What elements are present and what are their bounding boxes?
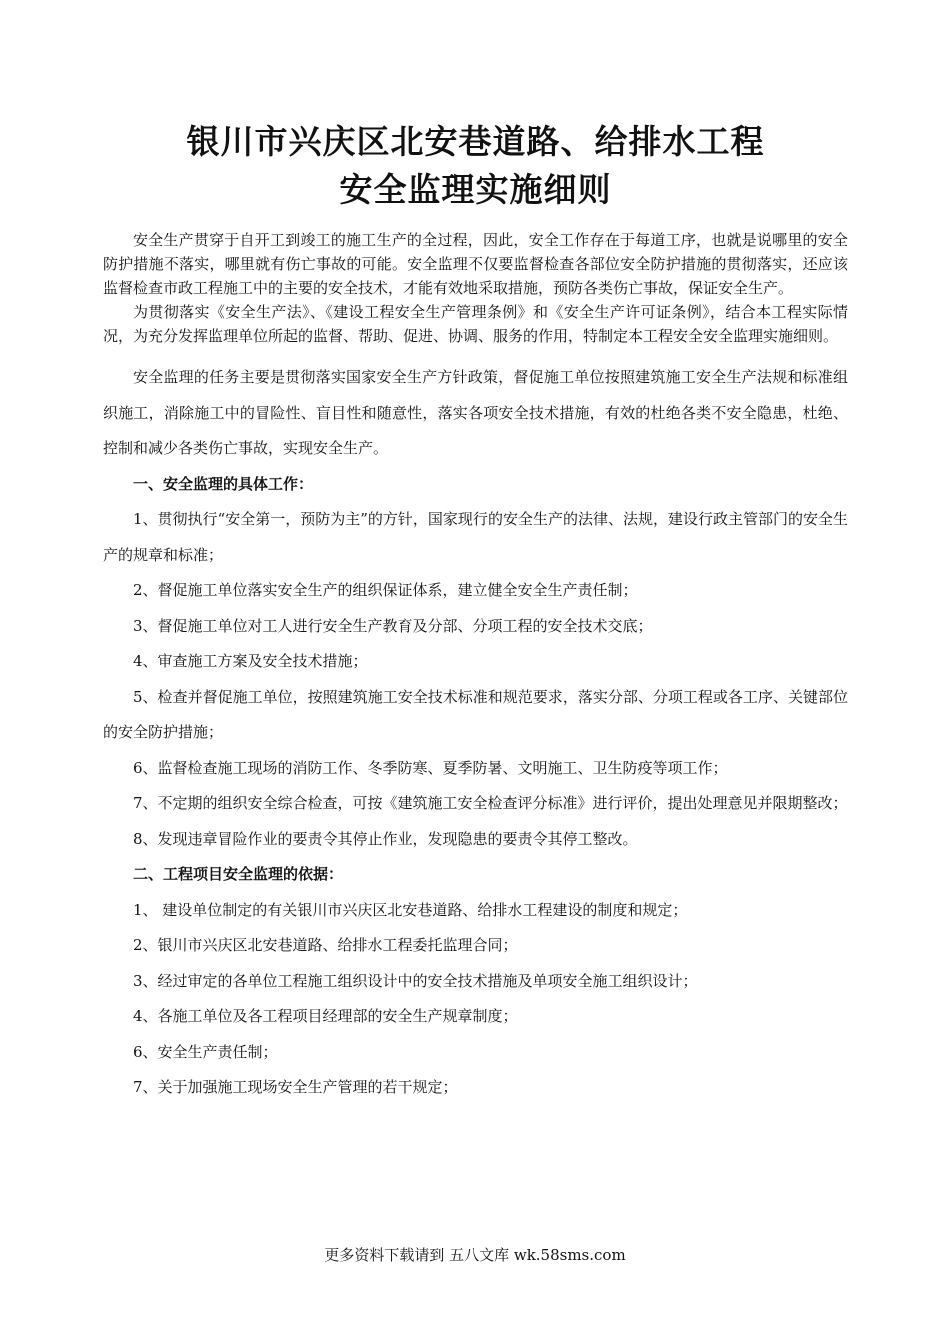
list-item: 6、监督检查施工现场的消防工作、冬季防寒、夏季防暑、文明施工、卫生防疫等项工作；	[133, 758, 728, 777]
list-item: 7、关于加强施工现场安全生产管理的若干规定；	[133, 1078, 458, 1096]
footer-download-note: 更多资料下载请到 五八文库 wk.58sms.com	[324, 1246, 626, 1264]
list-item: 4、各施工单位及各工程项目经理部的安全生产规章制度；	[133, 1007, 518, 1025]
document-title-line-2: 安全监理实施细则	[339, 170, 612, 209]
list-item: 1、 建设单位制定的有关银川市兴庆区北安巷道路、给排水工程建设的制度和规定；	[133, 900, 688, 919]
list-item: 7、不定期的组织安全综合检查，可按《建筑施工安全检查评分标准》进行评价，提出处理意见并限期整改；	[133, 794, 848, 812]
document-page	[103, 118, 848, 1106]
list-item: 4、审查施工方案及安全技术措施；	[133, 652, 368, 670]
list-item: 1、贯彻执行“安全第一，预防为主”的方针，国家现行的安全生产的法律、法规，建设行政主管部门的安全生产的规章和标准；	[103, 510, 848, 564]
list-item: 5、检查并督促施工单位，按照建筑施工安全技术标准和规范要求，落实分部、分项工程或各工序、关键部位的安全防护措施；	[103, 687, 848, 741]
document-title-line-1: 银川市兴庆区北安巷道路、给排水工程	[186, 122, 765, 161]
intro-paragraph: 安全生产贯穿于自开工到竣工的施工生产的全过程，因此，安全工作存在于每道工序，也就是说哪里的安全防护措施不落实，哪里就有伤亡事故的可能。安全监理不仅要监督检查各部位安全防护措施的贯彻落实，还应该监督检查市政工程施工中的主要的安全技术，才能有效地采取措施，预防各类伤亡事故，保证安全生产。	[103, 231, 848, 297]
list-item: 2、督促施工单位落实安全生产的组织保证体系，建立健全安全生产责任制；	[133, 581, 638, 599]
list-item: 3、督促施工单位对工人进行安全生产教育及分部、分项工程的安全技术交底；	[133, 616, 653, 635]
list-item: 3、经过审定的各单位工程施工组织设计中的安全技术措施及单项安全施工组织设计；	[133, 971, 698, 990]
intro-section	[103, 228, 848, 348]
intro-paragraph: 为贯彻落实《安全生产法》、《建设工程安全生产管理条例》和《安全生产许可证条例》，结合本工程实际情况，为充分发挥监理单位所起的监督、帮助、促进、协调、服务的作用，特制定本工程安全安全监理实施细则。	[103, 303, 848, 345]
list-item: 8、发现违章冒险作业的要责令其停止作业，发现隐患的要责令其停工整改。	[133, 829, 638, 848]
task-paragraph: 安全监理的任务主要是贯彻落实国家安全生产方针政策，督促施工单位按照建筑施工安全生产法规和标准组织施工，消除施工中的冒险性、盲目性和随意性，落实各项安全技术措施，有效的杜绝各类不安全隐患，杜绝、控制和减少各类伤亡事故，实现安全生产。	[103, 368, 848, 457]
section-2-heading: 二、工程项目安全监理的依据：	[133, 865, 344, 883]
main-body	[103, 360, 848, 1106]
section-1-heading: 一、安全监理的具体工作：	[133, 474, 314, 493]
list-item: 6、安全生产责任制；	[133, 1042, 278, 1061]
list-item: 2、银川市兴庆区北安巷道路、给排水工程委托监理合同；	[133, 936, 518, 954]
